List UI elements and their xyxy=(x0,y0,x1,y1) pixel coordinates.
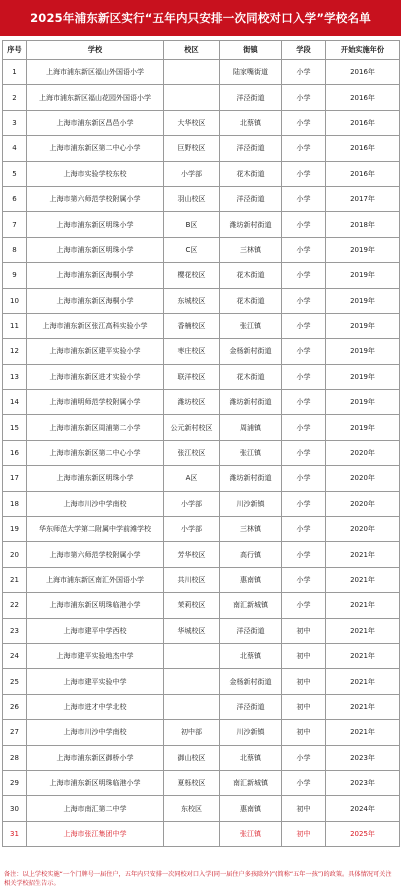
cell-street: 周浦镇 xyxy=(220,415,282,440)
cell-start-year: 2019年 xyxy=(326,339,400,364)
cell-campus: 夏栎校区 xyxy=(164,770,220,795)
table-row xyxy=(3,313,400,338)
column-header-street: 街镇 xyxy=(220,41,282,60)
cell-start-year: 2016年 xyxy=(326,161,400,186)
cell-start-year: 2021年 xyxy=(326,593,400,618)
cell-start-year: 2019年 xyxy=(326,263,400,288)
cell-campus: 公元新村校区 xyxy=(164,415,220,440)
cell-street: 惠南镇 xyxy=(220,796,282,821)
cell-start-year: 2021年 xyxy=(326,567,400,592)
cell-campus: 大华校区 xyxy=(164,110,220,135)
cell-stage: 小学 xyxy=(282,136,326,161)
cell-index: 10 xyxy=(3,288,27,313)
cell-index: 19 xyxy=(3,517,27,542)
cell-street: 洋泾街道 xyxy=(220,694,282,719)
table-row xyxy=(3,415,400,440)
cell-school: 上海市浦东新区昌邑小学 xyxy=(27,110,164,135)
cell-school: 上海市浦东新区张江高科实验小学 xyxy=(27,313,164,338)
cell-start-year: 2021年 xyxy=(326,542,400,567)
cell-school: 上海市浦东新区海桐小学 xyxy=(27,288,164,313)
cell-campus: 小学部 xyxy=(164,161,220,186)
cell-street: 北蔡镇 xyxy=(220,745,282,770)
cell-campus: 小学部 xyxy=(164,517,220,542)
table-row xyxy=(3,491,400,516)
cell-school: 上海市浦明师范学校附属小学 xyxy=(27,390,164,415)
cell-start-year: 2020年 xyxy=(326,517,400,542)
table-row xyxy=(3,466,400,491)
cell-school: 上海市进才中学北校 xyxy=(27,694,164,719)
cell-school: 华东师范大学第二附属中学前滩学校 xyxy=(27,517,164,542)
cell-start-year: 2021年 xyxy=(326,669,400,694)
cell-school: 上海市川沙中学南校 xyxy=(27,720,164,745)
cell-street: 洋泾街道 xyxy=(220,618,282,643)
table-row xyxy=(3,288,400,313)
cell-campus xyxy=(164,60,220,85)
cell-street: 张江镇 xyxy=(220,440,282,465)
cell-start-year: 2018年 xyxy=(326,212,400,237)
cell-stage: 初中 xyxy=(282,694,326,719)
cell-index: 11 xyxy=(3,313,27,338)
cell-start-year: 2020年 xyxy=(326,440,400,465)
cell-stage: 小学 xyxy=(282,85,326,110)
cell-school: 上海市浦东新区海桐小学 xyxy=(27,263,164,288)
cell-street: 潍坊新村街道 xyxy=(220,390,282,415)
page-title: 2025年浦东新区实行“五年内只安排一次同校对口入学”学校名单 xyxy=(0,0,401,36)
cell-stage: 初中 xyxy=(282,720,326,745)
cell-school: 上海市浦东新区周浦第二小学 xyxy=(27,415,164,440)
cell-campus: 樱花校区 xyxy=(164,263,220,288)
table-row xyxy=(3,694,400,719)
cell-stage: 小学 xyxy=(282,440,326,465)
cell-start-year: 2021年 xyxy=(326,720,400,745)
cell-campus: 茉莉校区 xyxy=(164,593,220,618)
cell-stage: 小学 xyxy=(282,745,326,770)
table-row xyxy=(3,212,400,237)
table-row xyxy=(3,542,400,567)
cell-index: 28 xyxy=(3,745,27,770)
cell-index: 27 xyxy=(3,720,27,745)
cell-stage: 小学 xyxy=(282,466,326,491)
table-row xyxy=(3,593,400,618)
cell-school: 上海市南汇第二中学 xyxy=(27,796,164,821)
cell-index: 25 xyxy=(3,669,27,694)
table-row xyxy=(3,161,400,186)
cell-index: 9 xyxy=(3,263,27,288)
cell-start-year: 2023年 xyxy=(326,745,400,770)
cell-campus xyxy=(164,643,220,668)
cell-start-year: 2021年 xyxy=(326,694,400,719)
cell-index: 29 xyxy=(3,770,27,795)
cell-campus: 张江校区 xyxy=(164,440,220,465)
cell-campus xyxy=(164,821,220,846)
cell-street: 三林镇 xyxy=(220,517,282,542)
cell-school: 上海市浦东新区第二中心小学 xyxy=(27,440,164,465)
cell-campus: B区 xyxy=(164,212,220,237)
table-row xyxy=(3,85,400,110)
cell-school: 上海市浦东新区明珠小学 xyxy=(27,237,164,262)
cell-campus: 华城校区 xyxy=(164,618,220,643)
cell-stage: 小学 xyxy=(282,60,326,85)
cell-campus: 潍坊校区 xyxy=(164,390,220,415)
cell-school: 上海市张江集团中学 xyxy=(27,821,164,846)
cell-campus xyxy=(164,669,220,694)
cell-stage: 小学 xyxy=(282,542,326,567)
cell-stage: 小学 xyxy=(282,390,326,415)
cell-start-year: 2019年 xyxy=(326,237,400,262)
cell-start-year: 2024年 xyxy=(326,796,400,821)
cell-school: 上海市浦东新区明珠临港小学 xyxy=(27,770,164,795)
cell-campus: 联洋校区 xyxy=(164,364,220,389)
cell-school: 上海市实验学校东校 xyxy=(27,161,164,186)
cell-school: 上海市浦东新区福山花园外国语小学 xyxy=(27,85,164,110)
cell-school: 上海市浦东新区南汇外国语小学 xyxy=(27,567,164,592)
cell-street: 花木街道 xyxy=(220,364,282,389)
cell-school: 上海市建平实验中学 xyxy=(27,669,164,694)
cell-street: 金杨新村街道 xyxy=(220,669,282,694)
cell-index: 24 xyxy=(3,643,27,668)
cell-campus: 初中部 xyxy=(164,720,220,745)
cell-index: 4 xyxy=(3,136,27,161)
cell-street: 潍坊新村街道 xyxy=(220,212,282,237)
cell-index: 6 xyxy=(3,186,27,211)
cell-street: 南汇新城镇 xyxy=(220,593,282,618)
cell-index: 22 xyxy=(3,593,27,618)
cell-stage: 初中 xyxy=(282,796,326,821)
cell-campus: 香楠校区 xyxy=(164,313,220,338)
cell-campus: 芳华校区 xyxy=(164,542,220,567)
table-row xyxy=(3,669,400,694)
table-row xyxy=(3,517,400,542)
table-row xyxy=(3,821,400,846)
table-body xyxy=(3,60,400,847)
cell-school: 上海市川沙中学南校 xyxy=(27,491,164,516)
cell-index: 3 xyxy=(3,110,27,135)
cell-index: 26 xyxy=(3,694,27,719)
cell-start-year: 2019年 xyxy=(326,415,400,440)
cell-street: 陆家嘴街道 xyxy=(220,60,282,85)
cell-campus: 东校区 xyxy=(164,796,220,821)
cell-start-year: 2017年 xyxy=(326,186,400,211)
cell-stage: 小学 xyxy=(282,263,326,288)
cell-campus: 共川校区 xyxy=(164,567,220,592)
cell-start-year: 2016年 xyxy=(326,110,400,135)
cell-campus: 羽山校区 xyxy=(164,186,220,211)
table-row xyxy=(3,720,400,745)
cell-street: 川沙新镇 xyxy=(220,720,282,745)
cell-start-year: 2016年 xyxy=(326,136,400,161)
cell-campus: 御山校区 xyxy=(164,745,220,770)
cell-start-year: 2025年 xyxy=(326,821,400,846)
cell-school: 上海市第六师范学校附属小学 xyxy=(27,186,164,211)
cell-index: 21 xyxy=(3,567,27,592)
cell-campus: C区 xyxy=(164,237,220,262)
cell-stage: 小学 xyxy=(282,288,326,313)
table-row xyxy=(3,567,400,592)
cell-start-year: 2019年 xyxy=(326,288,400,313)
cell-street: 潍坊新村街道 xyxy=(220,466,282,491)
cell-street: 金杨新村街道 xyxy=(220,339,282,364)
cell-street: 花木街道 xyxy=(220,161,282,186)
table-row xyxy=(3,339,400,364)
cell-index: 17 xyxy=(3,466,27,491)
cell-stage: 小学 xyxy=(282,364,326,389)
cell-start-year: 2021年 xyxy=(326,643,400,668)
cell-start-year: 2016年 xyxy=(326,85,400,110)
cell-stage: 小学 xyxy=(282,567,326,592)
cell-street: 北蔡镇 xyxy=(220,643,282,668)
cell-index: 13 xyxy=(3,364,27,389)
cell-school: 上海市第六师范学校附属小学 xyxy=(27,542,164,567)
cell-street: 洋泾街道 xyxy=(220,186,282,211)
cell-index: 1 xyxy=(3,60,27,85)
table-row xyxy=(3,745,400,770)
cell-index: 16 xyxy=(3,440,27,465)
table-row xyxy=(3,237,400,262)
cell-stage: 小学 xyxy=(282,161,326,186)
table-row xyxy=(3,796,400,821)
cell-stage: 小学 xyxy=(282,237,326,262)
cell-school: 上海市浦东新区御桥小学 xyxy=(27,745,164,770)
cell-stage: 小学 xyxy=(282,313,326,338)
cell-index: 15 xyxy=(3,415,27,440)
cell-index: 23 xyxy=(3,618,27,643)
cell-index: 14 xyxy=(3,390,27,415)
cell-stage: 小学 xyxy=(282,491,326,516)
cell-street: 张江镇 xyxy=(220,313,282,338)
cell-index: 31 xyxy=(3,821,27,846)
column-header-school: 学校 xyxy=(27,41,164,60)
cell-school: 上海市浦东新区福山外国语小学 xyxy=(27,60,164,85)
cell-stage: 小学 xyxy=(282,770,326,795)
cell-start-year: 2016年 xyxy=(326,60,400,85)
cell-stage: 初中 xyxy=(282,643,326,668)
table-row xyxy=(3,643,400,668)
table-row xyxy=(3,618,400,643)
cell-street: 花木街道 xyxy=(220,263,282,288)
cell-start-year: 2023年 xyxy=(326,770,400,795)
cell-index: 8 xyxy=(3,237,27,262)
cell-stage: 小学 xyxy=(282,593,326,618)
cell-street: 洋泾街道 xyxy=(220,136,282,161)
cell-start-year: 2020年 xyxy=(326,466,400,491)
cell-school: 上海市浦东新区建平实验小学 xyxy=(27,339,164,364)
cell-street: 川沙新镇 xyxy=(220,491,282,516)
cell-index: 5 xyxy=(3,161,27,186)
cell-start-year: 2021年 xyxy=(326,618,400,643)
cell-street: 高行镇 xyxy=(220,542,282,567)
cell-school: 上海市浦东新区明珠临港小学 xyxy=(27,593,164,618)
cell-campus: A区 xyxy=(164,466,220,491)
table-header-row xyxy=(3,41,400,60)
table-row xyxy=(3,186,400,211)
cell-school: 上海市建平中学西校 xyxy=(27,618,164,643)
cell-campus xyxy=(164,694,220,719)
cell-school: 上海市浦东新区明珠小学 xyxy=(27,212,164,237)
cell-start-year: 2019年 xyxy=(326,313,400,338)
cell-start-year: 2019年 xyxy=(326,364,400,389)
cell-street: 洋泾街道 xyxy=(220,85,282,110)
cell-stage: 初中 xyxy=(282,669,326,694)
cell-stage: 小学 xyxy=(282,110,326,135)
footnote: 备注：以上学校实施“一个门牌号一届住户，五年内只安排一次同校对口入学(同一届住户多孩除外)”(简称“五年一孩”)的政策。具体情况可关注相关学校招生告示。 xyxy=(4,871,392,887)
table-row xyxy=(3,770,400,795)
cell-start-year: 2019年 xyxy=(326,390,400,415)
cell-school: 上海市建平实验地杰中学 xyxy=(27,643,164,668)
cell-index: 2 xyxy=(3,85,27,110)
table-row xyxy=(3,263,400,288)
cell-school: 上海市浦东新区明珠小学 xyxy=(27,466,164,491)
table-row xyxy=(3,60,400,85)
cell-stage: 小学 xyxy=(282,339,326,364)
cell-street: 南汇新城镇 xyxy=(220,770,282,795)
cell-street: 惠南镇 xyxy=(220,567,282,592)
cell-street: 三林镇 xyxy=(220,237,282,262)
cell-index: 18 xyxy=(3,491,27,516)
cell-stage: 小学 xyxy=(282,212,326,237)
cell-index: 12 xyxy=(3,339,27,364)
column-header-stage: 学段 xyxy=(282,41,326,60)
cell-campus: 东城校区 xyxy=(164,288,220,313)
cell-school: 上海市浦东新区进才实验小学 xyxy=(27,364,164,389)
cell-street: 张江镇 xyxy=(220,821,282,846)
column-header-start-year: 开始实施年份 xyxy=(326,41,400,60)
column-header-index: 序号 xyxy=(3,41,27,60)
cell-stage: 小学 xyxy=(282,186,326,211)
cell-stage: 小学 xyxy=(282,517,326,542)
column-header-campus: 校区 xyxy=(164,41,220,60)
table-row xyxy=(3,440,400,465)
cell-campus: 小学部 xyxy=(164,491,220,516)
school-list-table xyxy=(2,40,400,847)
cell-campus: 枣庄校区 xyxy=(164,339,220,364)
cell-index: 30 xyxy=(3,796,27,821)
cell-campus xyxy=(164,85,220,110)
table-row xyxy=(3,136,400,161)
cell-street: 花木街道 xyxy=(220,288,282,313)
cell-start-year: 2020年 xyxy=(326,491,400,516)
table-row xyxy=(3,390,400,415)
table-row xyxy=(3,110,400,135)
cell-index: 20 xyxy=(3,542,27,567)
cell-stage: 初中 xyxy=(282,821,326,846)
cell-index: 7 xyxy=(3,212,27,237)
table-row xyxy=(3,364,400,389)
cell-campus: 巨野校区 xyxy=(164,136,220,161)
cell-street: 北蔡镇 xyxy=(220,110,282,135)
cell-stage: 初中 xyxy=(282,618,326,643)
cell-school: 上海市浦东新区第二中心小学 xyxy=(27,136,164,161)
cell-stage: 小学 xyxy=(282,415,326,440)
